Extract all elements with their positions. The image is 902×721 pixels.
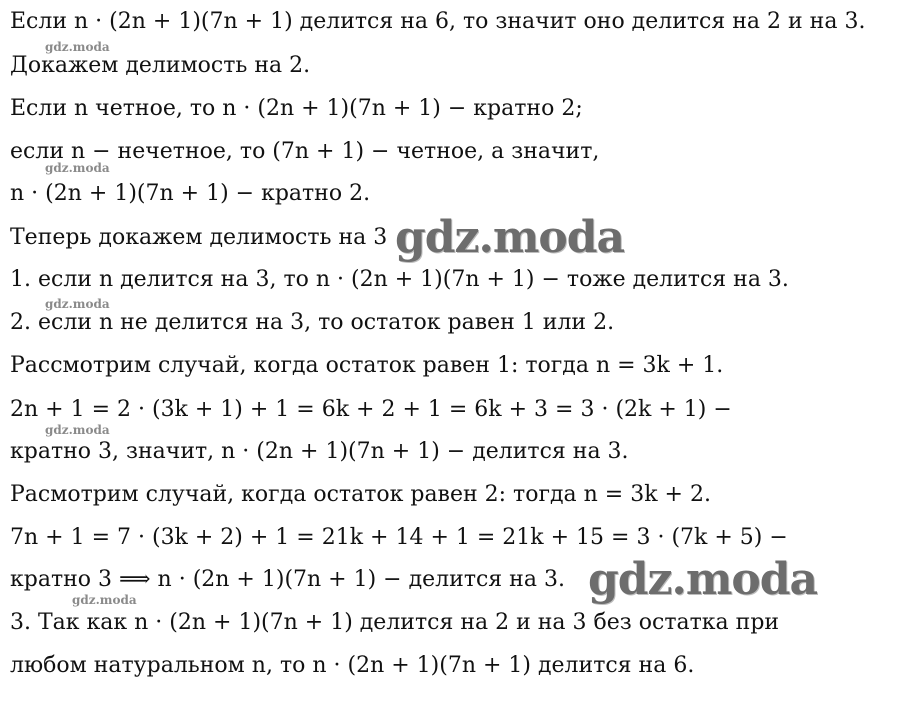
text-line-12: Расмотрим случай, когда остаток равен 2: тогда n = 3k + 2. xyxy=(10,482,711,507)
text-line-14: кратно 3 ⟹ n · (2n + 1)(7n + 1) − делится на 3. xyxy=(10,567,565,592)
text-line-4: если n − нечетное, то (7n + 1) − четное, а значит, xyxy=(10,139,600,164)
text-line-1: Если n · (2n + 1)(7n + 1) делится на 6, то значит оно делится на 2 и на 3. xyxy=(10,9,866,34)
text-line-15: 3. Так как n · (2n + 1)(7n + 1) делится на 2 и на 3 без остатка при xyxy=(10,610,780,635)
text-line-10: 2n + 1 = 2 · (3k + 1) + 1 = 6k + 2 + 1 = 6k + 3 = 3 · (2k + 1) − xyxy=(10,397,732,422)
watermark-large-1: gdz.moda xyxy=(395,212,625,263)
text-line-5: n · (2n + 1)(7n + 1) − кратно 2. xyxy=(10,181,371,206)
text-line-11: кратно 3, значит, n · (2n + 1)(7n + 1) − делится на 3. xyxy=(10,439,629,464)
watermark-small-5: gdz.moda xyxy=(72,593,137,607)
text-line-9: Рассмотрим случай, когда остаток равен 1: тогда n = 3k + 1. xyxy=(10,353,724,378)
watermark-small-4: gdz.moda xyxy=(45,423,110,437)
watermark-small-2: gdz.moda xyxy=(45,161,110,175)
text-line-16: любом натуральном n, то n · (2n + 1)(7n + 1) делится на 6. xyxy=(10,653,695,678)
text-line-6: Теперь докажем делимость на 3 xyxy=(10,225,388,250)
text-line-8: 2. если n не делится на 3, то остаток равен 1 или 2. xyxy=(10,310,615,335)
text-line-3: Если n четное, то n · (2n + 1)(7n + 1) − кратно 2; xyxy=(10,96,583,121)
text-line-7: 1. если n делится на 3, то n · (2n + 1)(7n + 1) − тоже делится на 3. xyxy=(10,267,789,292)
watermark-large-2: gdz.moda xyxy=(588,554,818,605)
text-line-13: 7n + 1 = 7 · (3k + 2) + 1 = 21k + 14 + 1 = 21k + 15 = 3 · (7k + 5) − xyxy=(10,525,788,550)
watermark-small-1: gdz.moda xyxy=(45,40,110,54)
text-line-2: Докажем делимость на 2. xyxy=(10,53,311,78)
watermark-small-3: gdz.moda xyxy=(45,297,110,311)
